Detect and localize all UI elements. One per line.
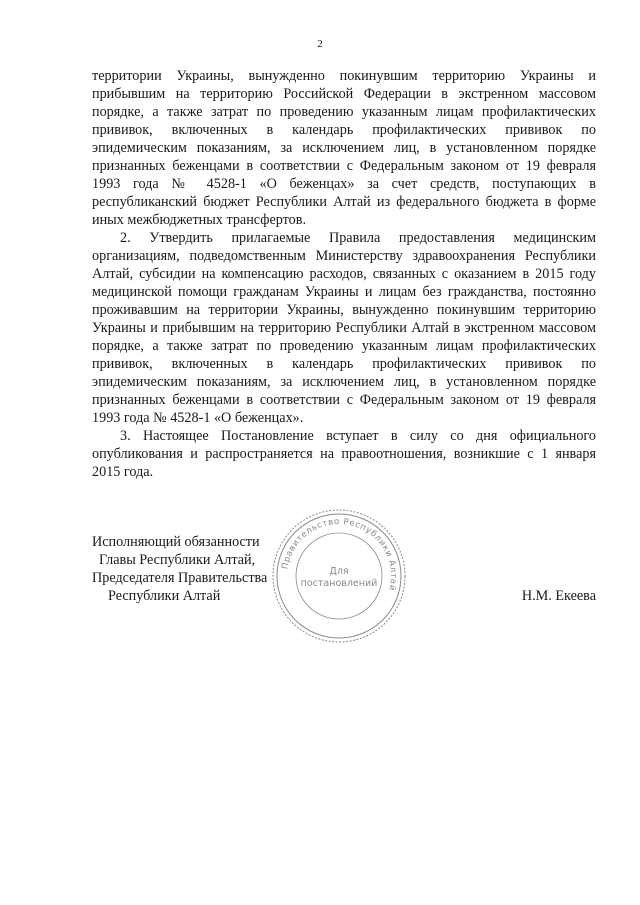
signatory-name: Н.М. Екеева	[521, 588, 596, 604]
stamp-center-line-1: Для	[329, 566, 349, 577]
signatory-title-line-2: Главы Республики Алтай,	[99, 552, 256, 568]
paragraph-item-2: 2. Утвердить прилагаемые Правила предоставления медицинским организациям, подведомственным Министерству здравоохранения Республики Алтай, субсидии на компенсацию расходов, связанных с оказанием в 2015 году медицинской помощи гражданам Украины и лицам без гражданства, постоянно проживавшим на территории Украины, вынужденно покинувшим территорию Украины и прибывшим на территорию Республики Алтай в экстренном массовом порядке, а также затрат по проведению указанным лицам профилактических прививок, включенных в календарь профилактических прививок по эпидемическим показаниям, за исключением лиц, в установленном порядке признанных беженцами в соответствии с Федеральным законом от 19 февраля 1993 года № 4528-1 «О беженцах».	[92, 230, 596, 426]
document-body	[92, 67, 596, 481]
signatory-title-line-4: Республики Алтай	[108, 588, 221, 604]
official-stamp	[270, 507, 408, 645]
stamp-seal-icon	[270, 507, 408, 645]
signatory-title-line-1: Исполняющий обязанности	[92, 534, 260, 550]
paragraph-continuation: территории Украины, вынужденно покинувшим территорию Украины и прибывшим на территорию Российской Федерации в экстренном массовом порядке, а также затрат по проведению указанным лицам профилактических прививок, включенных в календарь профилактических прививок по эпидемическим показаниям, за исключением лиц, в установленном порядке признанных беженцами в соответствии с Федеральным законом от 19 февраля 1993 года № 4528-1 «О беженцах» за счет средств, поступающих в республиканский бюджет Республики Алтай из федерального бюджета в форме иных межбюджетных трансфертов.	[92, 68, 596, 228]
paragraph-item-3: 3. Настоящее Постановление вступает в силу со дня официального опубликования и распространяется на правоотношения, возникшие с 1 января 2015 года.	[92, 428, 596, 480]
signatory-title-line-3: Председателя Правительства	[92, 570, 268, 586]
page-number: 2	[317, 38, 323, 50]
stamp-center-line-2: постановлений	[300, 578, 378, 589]
stamp-ring-text: Правительство Республики Алтай	[280, 516, 399, 592]
